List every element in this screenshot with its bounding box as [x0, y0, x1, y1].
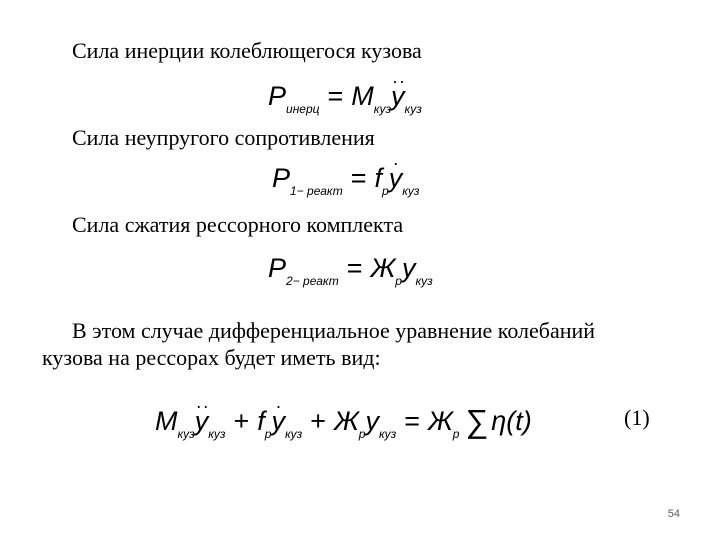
- subscript: р: [358, 427, 366, 441]
- symbol-y-ddot: ·· y: [391, 80, 405, 112]
- paragraph-line-2: кузова на рессорах будет иметь вид:: [42, 345, 381, 370]
- symbol-eta-t: η(t): [491, 406, 532, 436]
- equation-spring-force: [268, 252, 433, 289]
- symbol-m: M: [351, 81, 374, 111]
- subscript: куз: [373, 102, 392, 116]
- symbol-m: M: [155, 406, 178, 436]
- symbol-f: f: [257, 406, 265, 436]
- subscript: 2− реакт: [286, 274, 339, 288]
- equation-number: (1): [624, 405, 650, 430]
- subscript: р: [395, 274, 402, 288]
- symbol-y-dot: · y: [389, 162, 403, 194]
- equation-differential: [155, 403, 532, 442]
- equation-damping-force: [272, 162, 419, 199]
- symbol-y: y: [401, 253, 416, 283]
- subscript: куз: [177, 427, 195, 441]
- equals-sign: =: [350, 163, 367, 193]
- subscript: р: [264, 427, 272, 441]
- paragraph-line-1: В этом случае дифференциальное уравнение колебаний: [72, 318, 596, 343]
- subscript: 1− реакт: [290, 184, 343, 198]
- heading-damping: Сила неупругого сопротивления: [72, 125, 375, 150]
- equation-inertia-force: [268, 80, 422, 117]
- subscript: куз: [415, 274, 433, 288]
- equals-sign: =: [346, 253, 363, 283]
- symbol-y-ddot: ·· y: [195, 405, 209, 437]
- heading-spring: Сила сжатия рессорного комплекта: [72, 212, 404, 237]
- subscript: р: [382, 184, 389, 198]
- symbol-zh: Ж: [370, 253, 396, 283]
- subscript: р: [452, 427, 460, 441]
- equals-sign: =: [404, 406, 420, 436]
- subscript: куз: [284, 427, 303, 441]
- subscript: куз: [208, 427, 226, 441]
- plus-sign: +: [233, 406, 250, 436]
- equals-sign: =: [327, 81, 344, 111]
- subscript: куз: [402, 184, 420, 198]
- summation-symbol: ∑: [465, 403, 489, 439]
- symbol-y-dot: · y: [271, 405, 285, 437]
- subscript: куз: [404, 102, 422, 116]
- symbol-f: f: [374, 163, 383, 193]
- plus-sign: +: [310, 406, 327, 436]
- heading-inertia: Сила инерции колеблющегося кузова: [72, 38, 422, 63]
- symbol-zh: Ж: [428, 406, 453, 436]
- symbol-p: P: [272, 163, 291, 193]
- symbol-p: P: [268, 253, 287, 283]
- symbol-p: P: [268, 81, 287, 111]
- subscript: куз: [378, 427, 397, 441]
- symbol-y: y: [365, 406, 379, 436]
- symbol-zh: Ж: [334, 406, 359, 436]
- page-number: 54: [667, 508, 680, 520]
- subscript: инерц: [286, 102, 320, 116]
